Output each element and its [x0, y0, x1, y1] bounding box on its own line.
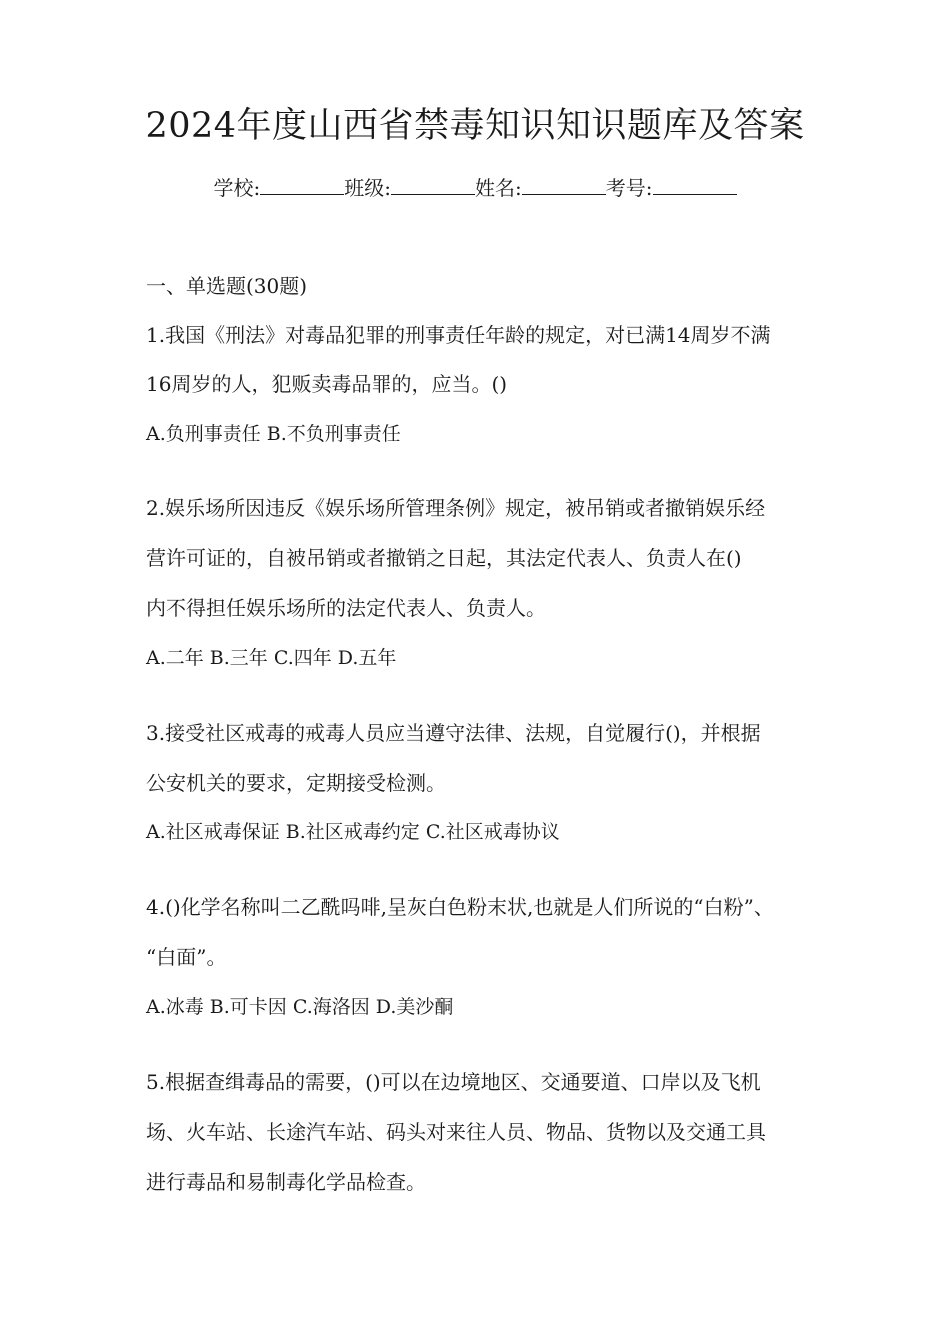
question-2-line-3: 内不得担任娱乐场所的法定代表人、负责人。 [146, 596, 546, 620]
question-1-line-1: 1.我国《刑法》对毒品犯罪的刑事责任年龄的规定，对已满14周岁不满 [146, 323, 771, 347]
question-3-line-1: 3.接受社区戒毒的戒毒人员应当遵守法律、法规，自觉履行()，并根据 [146, 721, 761, 745]
section-heading: 一、单选题(30题) [146, 274, 308, 298]
question-3-options: A.社区戒毒保证 B.社区戒毒约定 C.社区戒毒协议 [146, 821, 560, 843]
question-2-line-2: 营许可证的，自被吊销或者撤销之日起，其法定代表人、负责人在() [146, 546, 742, 570]
question-1-line-2: 16周岁的人，犯贩卖毒品罪的，应当。() [146, 372, 508, 396]
student-info-row [0, 172, 950, 202]
document-title: 2024年度山西省禁毒知识知识题库及答案 [145, 106, 805, 146]
class-blank [391, 172, 475, 195]
question-4-line-1: 4.()化学名称叫二乙酰吗啡,呈灰白色粉末状,也就是人们所说的“白粉”、 [146, 895, 774, 919]
question-1-options: A.负刑事责任 B.不负刑事责任 [146, 423, 401, 445]
question-5-line-2: 场、火车站、长途汽车站、码头对来往人员、物品、货物以及交通工具 [146, 1120, 766, 1144]
question-2-line-1: 2.娱乐场所因违反《娱乐场所管理条例》规定，被吊销或者撤销娱乐经 [146, 496, 766, 520]
name-label: 姓名: [475, 176, 522, 200]
class-label: 班级: [344, 176, 391, 200]
number-label: 考号: [605, 176, 653, 200]
school-label: 学校: [213, 176, 261, 200]
question-3-line-2: 公安机关的要求，定期接受检测。 [146, 771, 446, 795]
name-blank [522, 172, 606, 195]
question-4-line-2: “白面”。 [146, 945, 227, 969]
school-blank [260, 172, 344, 195]
question-5-line-1: 5.根据查缉毒品的需要，()可以在边境地区、交通要道、口岸以及飞机 [146, 1070, 761, 1094]
question-4-options: A.冰毒 B.可卡因 C.海洛因 D.美沙酮 [146, 996, 454, 1018]
question-5-line-3: 进行毒品和易制毒化学品检查。 [146, 1170, 426, 1194]
number-blank [653, 172, 737, 195]
question-2-options: A.二年 B.三年 C.四年 D.五年 [146, 647, 397, 669]
